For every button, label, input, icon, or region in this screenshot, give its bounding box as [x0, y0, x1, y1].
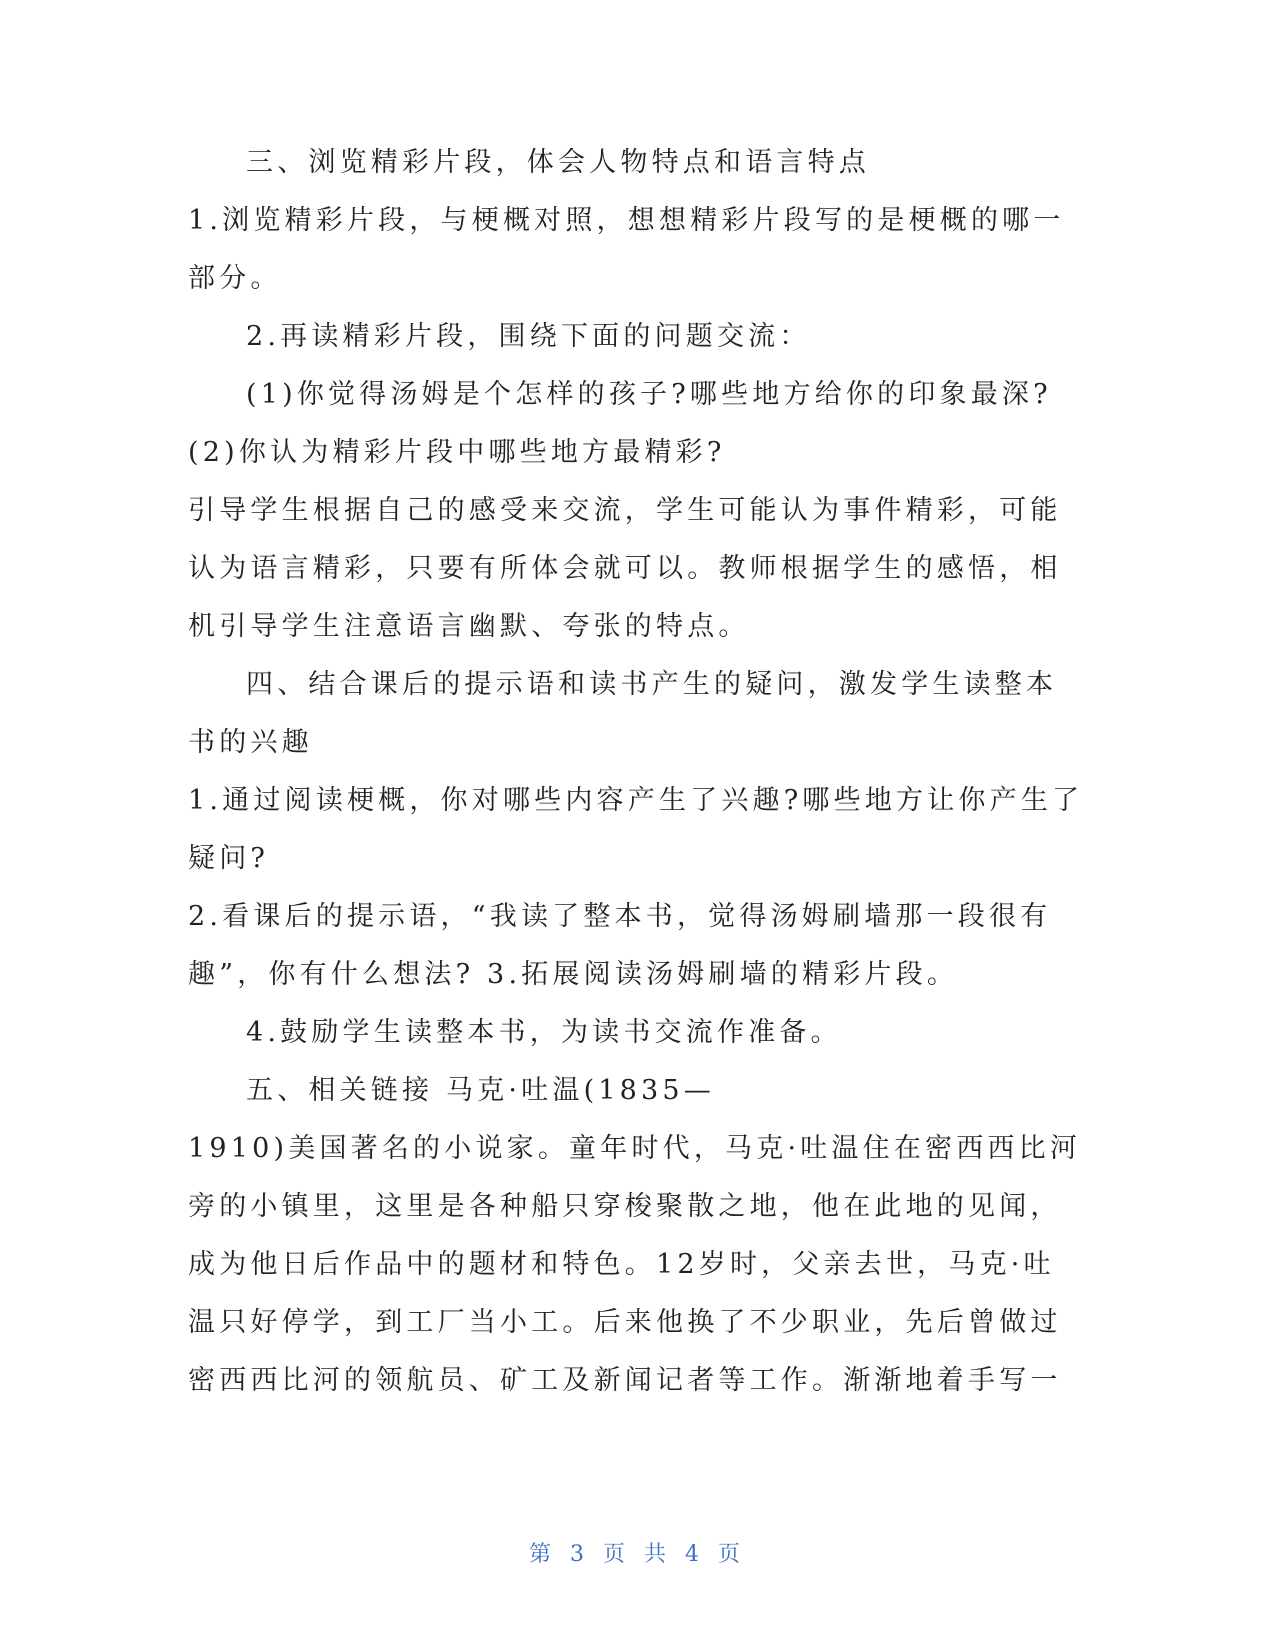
paragraph-line: 引导学生根据自己的感受来交流，学生可能认为事件精彩，可能 [188, 495, 1062, 526]
paragraph-line: 4.鼓励学生读整本书，为读书交流作准备。 [246, 1017, 842, 1048]
question-2: (2)你认为精彩片段中哪些地方最精彩? [188, 437, 726, 468]
paragraph-line: 1.通过阅读梗概，你对哪些内容产生了兴趣?哪些地方让你产生了 [188, 785, 1084, 816]
paragraph-line: 疑问? [188, 843, 270, 874]
paragraph-line: 1910)美国著名的小说家。童年时代，马克·吐温住在密西西比河 [188, 1133, 1082, 1164]
paragraph-line: 2.看课后的提示语，“我读了整本书，觉得汤姆刷墙那一段很有 [188, 901, 1052, 932]
paragraph-line: 温只好停学，到工厂当小工。后来他换了不少职业，先后曾做过 [188, 1307, 1062, 1338]
section-heading-3: 三、浏览精彩片段，体会人物特点和语言特点 [246, 147, 870, 178]
paragraph-line: 2.再读精彩片段，围绕下面的问题交流： [246, 321, 811, 352]
section-heading-4-cont: 书的兴趣 [188, 727, 313, 758]
section-heading-5: 五、相关链接 马克·吐温(1835— [246, 1075, 716, 1106]
page-number-footer: 第 3 页 共 4 页 [529, 1542, 746, 1567]
section-heading-4: 四、结合课后的提示语和读书产生的疑问，激发学生读整本 [246, 669, 1058, 700]
paragraph-line: 部分。 [188, 263, 282, 294]
paragraph-line: 旁的小镇里，这里是各种船只穿梭聚散之地，他在此地的见闻， [188, 1191, 1062, 1222]
paragraph-line: 认为语言精彩，只要有所体会就可以。教师根据学生的感悟，相 [188, 553, 1062, 584]
question-1: (1)你觉得汤姆是个怎样的孩子?哪些地方给你的印象最深? [246, 379, 1052, 410]
paragraph-line: 趣”，你有什么想法? 3.拓展阅读汤姆刷墙的精彩片段。 [188, 959, 959, 990]
paragraph-line: 机引导学生注意语言幽默、夸张的特点。 [188, 611, 750, 642]
paragraph-line: 1.浏览精彩片段，与梗概对照，想想精彩片段写的是梗概的哪一 [188, 205, 1065, 236]
paragraph-line: 成为他日后作品中的题材和特色。12岁时，父亲去世，马克·吐 [188, 1249, 1055, 1280]
paragraph-line: 密西西比河的领航员、矿工及新闻记者等工作。渐渐地着手写一 [188, 1365, 1062, 1396]
